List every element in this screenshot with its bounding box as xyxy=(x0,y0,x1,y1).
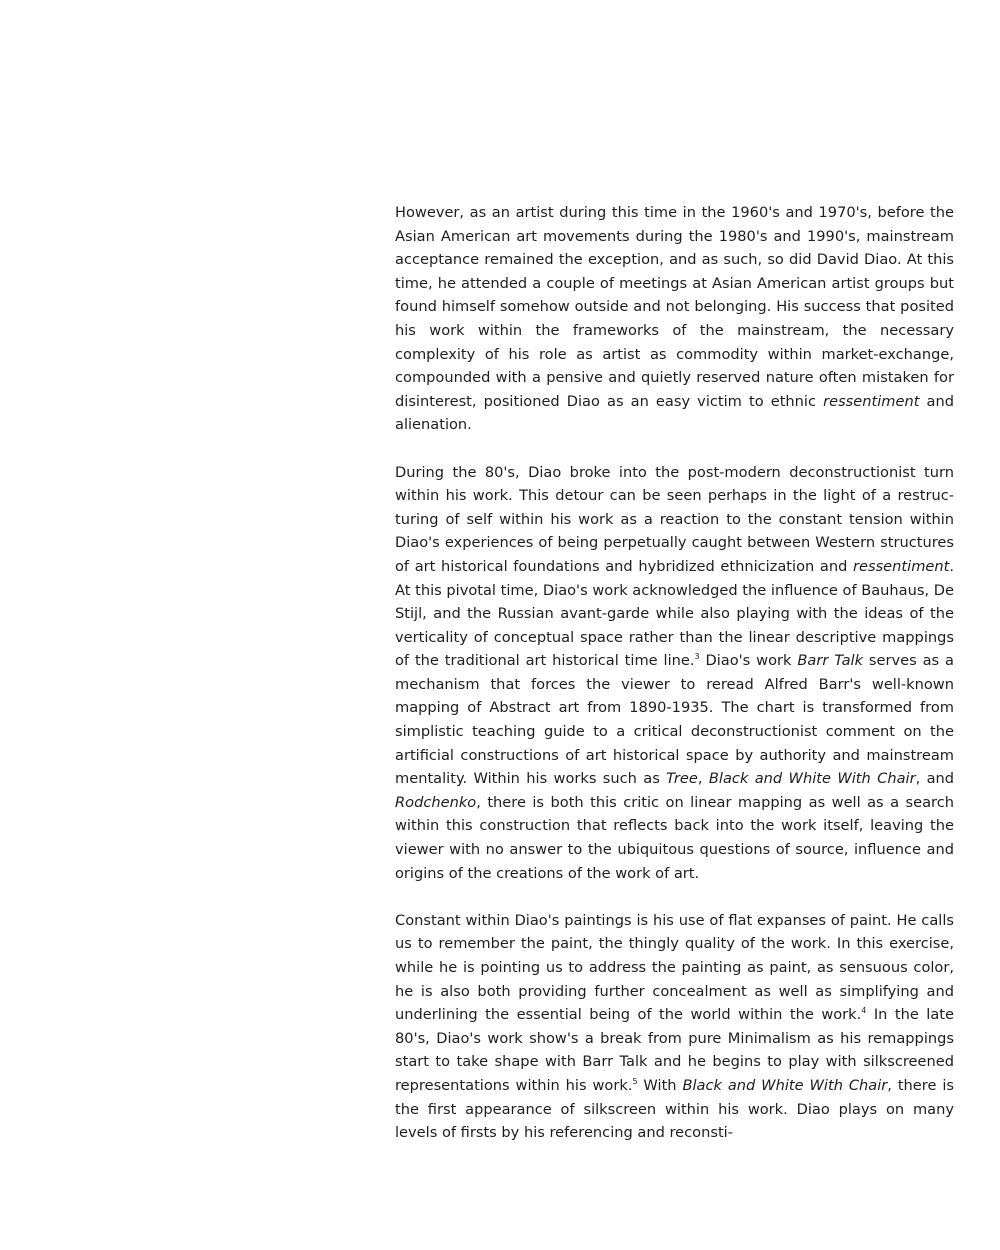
text-run: and alienation. xyxy=(395,392,954,434)
text-run: Constant within Diao's paintings is his use of flat expanses of paint. He calls us to remember the paint, the thingly quality of the work. In this exercise, while he is pointing us to address the painting as paint, as sensuous color, he is also both providing further concealment as well as simplifying and underlining the essential being of the world within the work. xyxy=(395,911,954,1024)
text-run: . At this pivotal time, Diao's work acknowledged the influence of Bauhaus, De Stijl, and the Russian avant-garde while also playing with the ideas of the verticality of conceptual space rather than the linear descriptive mappings of the traditional art historical time line. xyxy=(395,557,954,670)
text-run: , xyxy=(697,770,709,788)
artwork-title: Black and White With Chair xyxy=(708,770,916,788)
text-run: During the 80's, Diao broke into the post-modern deconstructionist turn within his work. This detour can be seen perhaps in the light of a restructuring of self within his work as a reaction to the constant tension within Diao's experiences of being perpetually caught between Western structures of art historical foundations and hybridized ethnicization and xyxy=(395,463,954,575)
artwork-title: Black and White With Chair xyxy=(682,1076,888,1094)
text-run: However, as an artist during this time in the 1960's and 1970's, before the Asian American art movements during the 1980's and 1990's, mainstream acceptance remained the exception, and as such, so did David Diao. At this time, he attended a couple of meetings at Asian American artist groups but found himself somehow outside and not belonging. His success that posited his work within the frameworks of the mainstream, the necessary complexity of his role as artist as commodity within market-exchange, compounded with a pensive and quietly reserved nature often mistaken for disinterest, positioned Diao as an easy victim to ethnic xyxy=(395,204,954,410)
artwork-title: Tree xyxy=(666,770,698,788)
text-run: , there is both this critic on linear mapping as well as a search within this construction that reflects back into the work itself, leaving the viewer with no answer to the ubiquitous questions of source, influence and origins of the creations of the work of art. xyxy=(395,793,954,882)
paragraph-2 xyxy=(395,461,954,886)
artwork-title: Rodchenko xyxy=(395,793,477,811)
paragraph-1 xyxy=(395,201,954,437)
text-run: serves as a mechanism that forces the viewer to reread Alfred Barr's well-known mapping of Abstract art from 1890-1935. The chart is transformed from simplistic teaching guide to a critical deconstructionist comment on the artificial constructions of art historical space by authority and mainstream mentality. Within his works such as xyxy=(395,652,954,788)
text-run: Diao's work xyxy=(699,652,798,670)
text-run: , there is the first appearance of silkscreen within his work. Diao plays on many levels of firsts by his referencing and reconsti- xyxy=(395,1076,954,1142)
footnote-marker: 3 xyxy=(694,652,700,662)
italic-term: ressentiment xyxy=(853,557,950,575)
text-run: , and xyxy=(915,770,955,788)
artwork-title: Barr Talk xyxy=(797,652,864,670)
paragraph-3 xyxy=(395,909,954,1145)
italic-term: ressentiment xyxy=(823,392,920,410)
text-run: In the late 80's, Diao's work show's a break from pure Minimalism as his remappings start to take shape with Barr Talk and he begins to play with silkscreened representations within his work. xyxy=(395,1006,955,1094)
text-run: With xyxy=(637,1076,683,1094)
footnote-marker: 5 xyxy=(632,1076,638,1086)
footnote-marker: 4 xyxy=(861,1006,867,1016)
body-text-column xyxy=(395,201,954,1168)
